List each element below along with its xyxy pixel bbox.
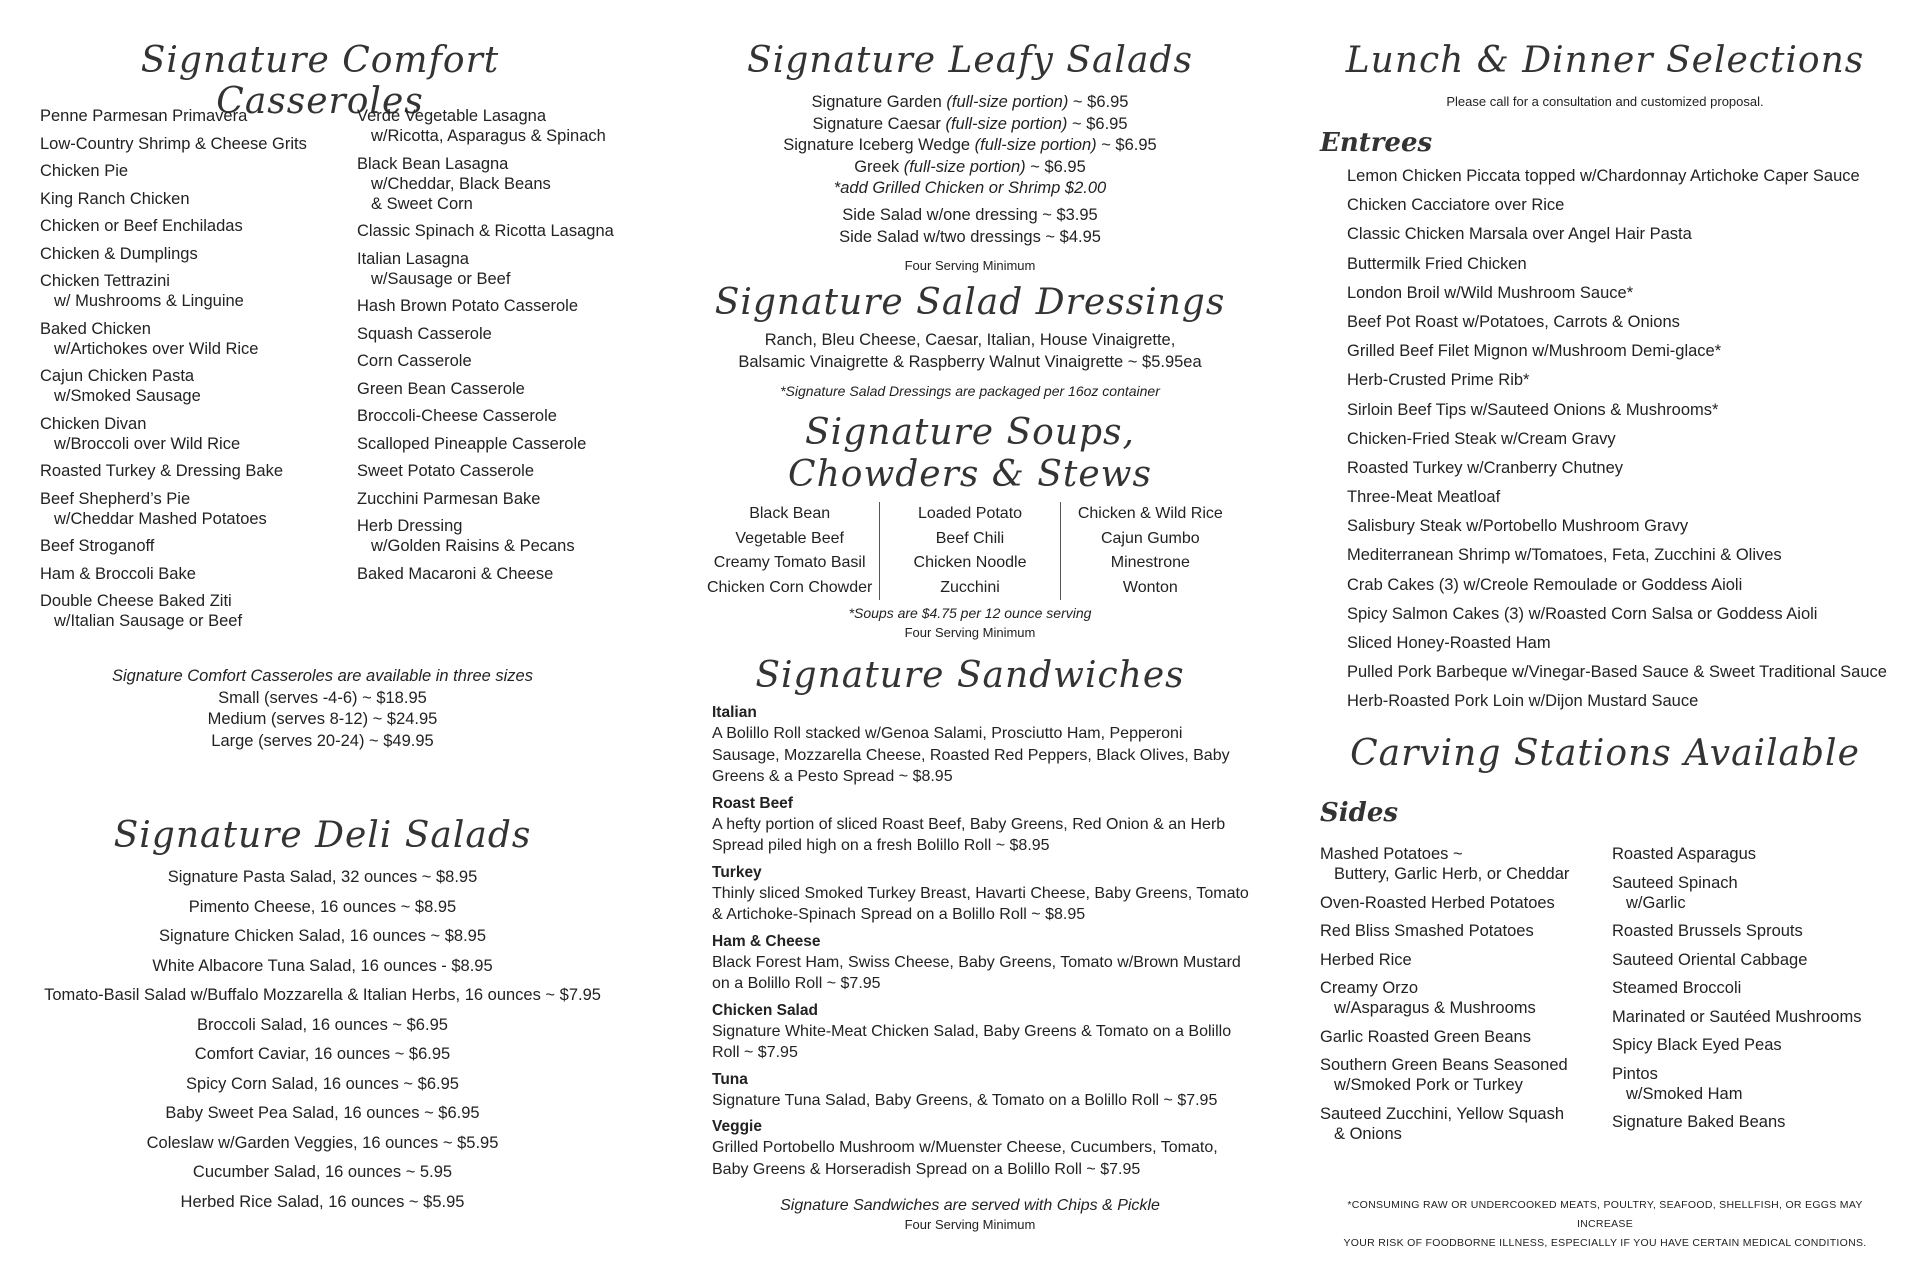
entree-item: Beef Pot Roast w/Potatoes, Carrots & Onions <box>1347 312 1680 331</box>
list-item <box>357 351 657 371</box>
item-detail: w/Smoked Pork or Turkey <box>1334 1076 1523 1094</box>
sandwiches-minimum: Four Serving Minimum <box>904 1217 1036 1232</box>
leafy-item <box>700 135 1240 157</box>
leafy-item-name: Greek <box>854 157 904 176</box>
soup-item: Chicken Corn Chowder <box>706 578 873 596</box>
entree-item: Grilled Beef Filet Mignon w/Mushroom Demi-glace* <box>1347 342 1722 361</box>
item-detail: w/ Mushrooms & Linguine <box>54 292 244 310</box>
item-detail: Buttery, Garlic Herb, or Cheddar <box>1334 865 1570 883</box>
entrees-list <box>1347 166 1907 721</box>
item-detail: w/Cheddar Mashed Potatoes <box>54 509 267 528</box>
item-name: Garlic Roasted Green Beans <box>1320 1027 1531 1046</box>
entree-item: Sliced Honey-Roasted Ham <box>1347 634 1551 652</box>
soup-item: Chicken Noodle <box>913 554 1027 571</box>
dressings-list <box>700 330 1240 373</box>
sandwich-item <box>712 863 1252 926</box>
item-name: Baked Chicken <box>40 319 151 338</box>
list-item <box>1612 1112 1902 1132</box>
entree-item: Salisbury Steak w/Portobello Mushroom Gravy <box>1347 517 1689 536</box>
item-name: Black Bean Lasagna <box>357 154 509 173</box>
leafy-item-name: Signature Garden <box>811 93 947 111</box>
item-name: Sauteed Oriental Cabbage <box>1612 950 1808 969</box>
casseroles-list-right <box>357 106 657 591</box>
lunch-title: Lunch & Dinner Selections <box>1345 40 1865 81</box>
list-item <box>357 296 657 316</box>
item-name: Roasted Turkey & Dressing Bake <box>40 462 284 480</box>
soups-price-note: *Soups are $4.75 per 12 ounce serving <box>848 605 1092 621</box>
food-safety-disclaimer <box>1320 1196 1890 1253</box>
sandwich-description: Thinly sliced Smoked Turkey Breast, Havarti Cheese, Baby Greens, Tomato & Artichoke-Spinach Spread on a Bolillo Roll ~ $8.95 <box>712 884 1249 923</box>
item-name: Cajun Chicken Pasta <box>40 367 195 385</box>
deli-item: Broccoli Salad, 16 ounces ~ $6.95 <box>197 1015 448 1034</box>
size-medium: Medium (serves 8-12) ~ $24.95 <box>207 710 438 728</box>
leafy-item-name: Signature Caesar <box>812 114 946 133</box>
item-detail: & Sweet Corn <box>371 194 473 213</box>
list-item <box>1320 1104 1610 1144</box>
soups-title-line-1: Signature Soups, <box>805 412 1135 453</box>
entree-item: Chicken-Fried Steak w/Cream Gravy <box>1347 429 1616 448</box>
list-item <box>1320 893 1610 913</box>
deli-item: Comfort Caviar, 16 ounces ~ $6.95 <box>194 1045 451 1063</box>
list-item <box>1612 1035 1902 1055</box>
list-item <box>357 324 657 344</box>
sandwiches-list <box>712 703 1252 1186</box>
disclaimer-line-1: *CONSUMING RAW OR UNDERCOOKED MEATS, POULTRY, SEAFOOD, SHELLFISH, OR EGGS MAY INCREASE <box>1347 1199 1863 1230</box>
soup-item: Black Bean <box>749 505 831 522</box>
item-name: Sauteed Zucchini, Yellow Squash <box>1320 1104 1565 1123</box>
item-name: Hash Brown Potato Casserole <box>357 297 579 315</box>
list-item <box>1320 1055 1610 1095</box>
entree-item: Herb-Roasted Pork Loin w/Dijon Mustard Sauce <box>1347 692 1699 711</box>
side-salad-two: Side Salad w/two dressings ~ $4.95 <box>839 227 1101 246</box>
leafy-item <box>700 92 1240 114</box>
entree-item: Crab Cakes (3) w/Creole Remoulade or Goddess Aioli <box>1347 575 1743 594</box>
sandwiches-note <box>700 1196 1240 1234</box>
soup-item: Zucchini <box>940 578 1000 596</box>
sandwich-item <box>712 703 1252 788</box>
list-item <box>40 414 340 454</box>
item-name: Ham & Broccoli Bake <box>40 564 196 583</box>
list-item <box>40 134 340 154</box>
list-item <box>40 319 340 359</box>
list-item <box>1320 1027 1610 1047</box>
item-name: Classic Spinach & Ricotta Lasagna <box>357 222 614 240</box>
item-detail: w/Broccoli over Wild Rice <box>54 434 241 453</box>
deli-item: Spicy Corn Salad, 16 ounces ~ $6.95 <box>186 1074 459 1093</box>
size-small: Small (serves -4-6) ~ $18.95 <box>218 688 427 707</box>
deli-title: Signature Deli Salads <box>113 815 532 856</box>
item-detail: w/Garlic <box>1626 893 1686 912</box>
sandwich-item <box>712 932 1252 995</box>
deli-item: Baby Sweet Pea Salad, 16 ounces ~ $6.95 <box>165 1104 480 1122</box>
item-name: Low-Country Shrimp & Cheese Grits <box>40 134 307 153</box>
item-detail: w/Ricotta, Asparagus & Spinach <box>371 127 606 145</box>
list-item <box>1612 873 1902 913</box>
sides-list-left <box>1320 844 1610 1152</box>
item-name: Creamy Orzo <box>1320 979 1419 997</box>
list-item <box>40 244 340 264</box>
soups-grid <box>700 502 1240 600</box>
leafy-item-portion: (full-size portion) <box>974 136 1097 154</box>
soups-title <box>700 412 1240 496</box>
sandwich-name: Turkey <box>712 863 762 881</box>
list-item <box>357 106 657 146</box>
lunch-subtitle: Please call for a consultation and customized proposal. <box>1446 94 1764 109</box>
sandwich-name: Roast Beef <box>712 794 793 812</box>
soups-note <box>700 604 1240 642</box>
sides-title: Sides <box>1320 798 1399 828</box>
item-name: Steamed Broccoli <box>1612 979 1742 997</box>
item-name: Italian Lasagna <box>357 249 469 268</box>
leafy-item-portion: (full-size portion) <box>945 114 1068 133</box>
item-name: Beef Stroganoff <box>40 537 155 555</box>
leafy-item-portion: (full-size portion) <box>903 157 1026 176</box>
sandwiches-serve-note: Signature Sandwiches are served with Chips & Pickle <box>780 1197 1160 1214</box>
leafy-item-price: ~ $6.95 <box>1025 157 1086 176</box>
leafy-title: Signature Leafy Salads <box>747 40 1193 81</box>
entree-item: Pulled Pork Barbeque w/Vinegar-Based Sauce & Sweet Traditional Sauce <box>1347 663 1887 682</box>
soup-item: Minestrone <box>1110 554 1190 571</box>
item-name: Chicken Divan <box>40 414 147 433</box>
casseroles-list-left <box>40 106 340 639</box>
list-item <box>357 249 657 289</box>
list-item <box>1612 844 1902 864</box>
leafy-item-portion: (full-size portion) <box>946 93 1069 111</box>
item-name: Herbed Rice <box>1320 950 1412 969</box>
list-item <box>1320 844 1610 884</box>
item-name: Chicken & Dumplings <box>40 244 198 263</box>
sandwich-item <box>712 1070 1252 1112</box>
item-name: Signature Baked Beans <box>1612 1113 1786 1131</box>
dressings-line-1: Ranch, Bleu Cheese, Caesar, Italian, House Vinaigrette, <box>764 331 1176 349</box>
deli-item: Herbed Rice Salad, 16 ounces ~ $5.95 <box>180 1192 465 1211</box>
dressings-note: *Signature Salad Dressings are packaged per 16oz container <box>780 383 1160 399</box>
leafy-item <box>700 114 1240 136</box>
soup-column <box>700 502 879 600</box>
item-name: Roasted Brussels Sprouts <box>1612 922 1803 940</box>
list-item <box>40 564 340 584</box>
list-item <box>40 536 340 556</box>
item-name: Sweet Potato Casserole <box>357 462 535 480</box>
item-detail: w/Golden Raisins & Pecans <box>371 537 575 555</box>
list-item <box>40 489 340 529</box>
item-name: Chicken Pie <box>40 162 129 180</box>
soup-item: Creamy Tomato Basil <box>713 554 866 571</box>
item-name: Southern Green Beans Seasoned <box>1320 1056 1568 1074</box>
list-item <box>1612 1064 1902 1104</box>
list-item <box>357 434 657 454</box>
sides-list-right <box>1612 844 1902 1141</box>
deli-item: Pimento Cheese, 16 ounces ~ $8.95 <box>188 897 457 916</box>
deli-item: Coleslaw w/Garden Veggies, 16 ounces ~ $5.95 <box>146 1133 499 1152</box>
disclaimer-line-2: YOUR RISK OF FOODBORNE ILLNESS, ESPECIALLY IF YOU HAVE CERTAIN MEDICAL CONDITIONS. <box>1343 1237 1867 1249</box>
item-name: Red Bliss Smashed Potatoes <box>1320 922 1534 940</box>
item-name: Mashed Potatoes ~ <box>1320 845 1463 863</box>
item-name: Corn Casserole <box>357 352 472 370</box>
list-item <box>1320 921 1610 941</box>
item-name: Green Bean Casserole <box>357 379 525 398</box>
list-item <box>40 591 340 631</box>
leafy-item-price: ~ $6.95 <box>1068 93 1129 111</box>
sandwich-item <box>712 1117 1252 1180</box>
item-name: Roasted Asparagus <box>1612 845 1757 863</box>
list-item <box>1612 921 1902 941</box>
deli-item: Signature Pasta Salad, 32 ounces ~ $8.95 <box>167 868 478 886</box>
dressings-line-2: Balsamic Vinaigrette & Raspberry Walnut Vinaigrette ~ $5.95ea <box>738 352 1202 371</box>
item-detail: w/Cheddar, Black Beans <box>371 174 551 193</box>
item-detail: w/Sausage or Beef <box>371 269 511 288</box>
soup-item: Vegetable Beef <box>735 529 844 547</box>
sandwich-item <box>712 1001 1252 1064</box>
list-item <box>40 461 340 481</box>
item-name: Verde Vegetable Lasagna <box>357 107 547 125</box>
side-salads <box>700 205 1240 248</box>
soup-item: Loaded Potato <box>917 505 1023 522</box>
sandwich-name: Chicken Salad <box>712 1001 818 1019</box>
entree-item: Buttermilk Fried Chicken <box>1347 254 1527 273</box>
sandwich-description: Black Forest Ham, Swiss Cheese, Baby Greens, Tomato w/Brown Mustard on a Bolillo Roll ~ $7.95 <box>712 953 1241 992</box>
soup-item: Cajun Gumbo <box>1100 529 1200 547</box>
item-detail: w/Asparagus & Mushrooms <box>1334 999 1536 1017</box>
item-name: Squash Casserole <box>357 324 492 343</box>
list-item <box>1612 978 1902 998</box>
item-name: Oven-Roasted Herbed Potatoes <box>1320 893 1555 912</box>
item-name: Beef Shepherd’s Pie <box>40 489 191 508</box>
list-item <box>357 564 657 584</box>
entree-item: Mediterranean Shrimp w/Tomatoes, Feta, Zucchini & Olives <box>1347 546 1782 565</box>
leafy-minimum: Four Serving Minimum <box>904 258 1036 273</box>
list-item <box>40 189 340 209</box>
list-item <box>40 106 340 126</box>
list-item <box>357 406 657 426</box>
carving-title: Carving Stations Available <box>1350 733 1860 774</box>
casseroles-note-intro: Signature Comfort Casseroles are available in three sizes <box>112 667 533 685</box>
entree-item: Spicy Salmon Cakes (3) w/Roasted Corn Salsa or Goddess Aioli <box>1347 604 1818 623</box>
item-name: Marinated or Sautéed Mushrooms <box>1612 1007 1862 1026</box>
item-name: Pintos <box>1612 1064 1658 1083</box>
sandwich-item <box>712 794 1252 857</box>
entrees-title: Entrees <box>1320 128 1433 158</box>
size-large: Large (serves 20-24) ~ $49.95 <box>211 731 434 750</box>
list-item <box>40 216 340 236</box>
item-name: King Ranch Chicken <box>40 189 190 208</box>
sandwich-name: Tuna <box>712 1070 748 1088</box>
sandwich-name: Ham & Cheese <box>712 932 821 950</box>
list-item <box>1612 950 1902 970</box>
deli-item: Signature Chicken Salad, 16 ounces ~ $8.95 <box>158 927 487 945</box>
entree-item: Herb-Crusted Prime Rib* <box>1347 371 1530 390</box>
sandwich-description: Signature Tuna Salad, Baby Greens, & Tomato on a Bolillo Roll ~ $7.95 <box>712 1091 1218 1109</box>
sandwiches-title: Signature Sandwiches <box>755 655 1185 696</box>
item-name: Chicken Tettrazini <box>40 272 170 290</box>
casseroles-title: Signature Comfort Casseroles <box>140 40 500 122</box>
deli-list <box>40 867 605 1221</box>
list-item <box>357 489 657 509</box>
item-name: Chicken or Beef Enchiladas <box>40 217 243 235</box>
list-item <box>1320 950 1610 970</box>
leafy-item <box>700 157 1240 179</box>
entree-item: Lemon Chicken Piccata topped w/Chardonnay Artichoke Caper Sauce <box>1347 167 1860 185</box>
soup-column <box>1060 502 1240 600</box>
item-detail: & Onions <box>1334 1124 1402 1143</box>
leafy-item-price: ~ $6.95 <box>1096 136 1157 154</box>
entree-item: Roasted Turkey w/Cranberry Chutney <box>1347 458 1624 477</box>
item-name: Sauteed Spinach <box>1612 873 1738 892</box>
list-item <box>1612 1007 1902 1027</box>
entree-item: London Broil w/Wild Mushroom Sauce* <box>1347 283 1634 302</box>
entree-item: Sirloin Beef Tips w/Sauteed Onions & Mushrooms* <box>1347 400 1719 419</box>
side-salad-one: Side Salad w/one dressing ~ $3.95 <box>842 206 1098 224</box>
leafy-item-price: ~ $6.95 <box>1067 114 1128 133</box>
soup-item: Beef Chili <box>935 529 1005 547</box>
item-name: Baked Macaroni & Cheese <box>357 564 554 583</box>
item-detail: w/Italian Sausage or Beef <box>54 612 243 630</box>
leafy-list <box>700 92 1240 200</box>
item-name: Broccoli-Cheese Casserole <box>357 407 557 425</box>
dressings-title: Signature Salad Dressings <box>714 282 1226 323</box>
soup-item: Chicken & Wild Rice <box>1077 505 1223 522</box>
list-item <box>1320 978 1610 1018</box>
casseroles-size-note <box>40 666 605 752</box>
sandwich-name: Veggie <box>712 1118 762 1135</box>
item-name: Double Cheese Baked Ziti <box>40 592 232 610</box>
sandwich-name: Italian <box>712 704 757 721</box>
deli-item: Cucumber Salad, 16 ounces ~ 5.95 <box>192 1163 453 1181</box>
deli-item: Tomato-Basil Salad w/Buffalo Mozzarella & Italian Herbs, 16 ounces ~ $7.95 <box>44 986 601 1004</box>
entree-item: Chicken Cacciatore over Rice <box>1347 196 1565 215</box>
item-name: Penne Parmesan Primavera <box>40 107 248 125</box>
soups-title-line-2: Chowders & Stews <box>788 454 1152 495</box>
soup-item: Wonton <box>1122 578 1178 596</box>
list-item <box>357 379 657 399</box>
list-item <box>40 366 340 406</box>
item-detail: w/Artichokes over Wild Rice <box>54 339 259 358</box>
list-item <box>357 221 657 241</box>
leafy-item-name: Signature Iceberg Wedge <box>783 136 975 154</box>
entree-item: Three-Meat Meatloaf <box>1347 488 1501 507</box>
item-name: Scalloped Pineapple Casserole <box>357 434 587 453</box>
list-item <box>357 516 657 556</box>
item-detail: w/Smoked Sausage <box>54 387 201 405</box>
sandwich-description: A hefty portion of sliced Roast Beef, Baby Greens, Red Onion & an Herb Spread piled high on a fresh Bolillo Roll ~ $8.95 <box>712 815 1226 854</box>
list-item <box>40 161 340 181</box>
soup-column <box>879 502 1059 600</box>
sandwich-description: Signature White-Meat Chicken Salad, Baby Greens & Tomato on a Bolillo Roll ~ $7.95 <box>712 1022 1232 1061</box>
item-detail: w/Smoked Ham <box>1626 1084 1743 1103</box>
soups-minimum: Four Serving Minimum <box>904 625 1036 640</box>
list-item <box>357 154 657 214</box>
deli-item: White Albacore Tuna Salad, 16 ounces - $8.95 <box>152 956 493 975</box>
leafy-add-on: *add Grilled Chicken or Shrimp $2.00 <box>833 179 1107 197</box>
sandwich-description: Grilled Portobello Mushroom w/Muenster Cheese, Cucumbers, Tomato, Baby Greens & Horseradish Spread on a Bolillo Roll ~ $7.95 <box>712 1139 1218 1178</box>
item-name: Herb Dressing <box>357 517 463 535</box>
item-name: Zucchini Parmesan Bake <box>357 489 541 508</box>
entree-item: Classic Chicken Marsala over Angel Hair Pasta <box>1347 225 1692 244</box>
list-item <box>40 271 340 311</box>
list-item <box>357 461 657 481</box>
sandwich-description: A Bolillo Roll stacked w/Genoa Salami, Prosciutto Ham, Pepperoni Sausage, Mozzarella Cheese, Roasted Red Peppers, Black Olives, Baby Greens & a Pesto Spread ~ $8.95 <box>712 725 1230 785</box>
item-name: Spicy Black Eyed Peas <box>1612 1036 1782 1054</box>
